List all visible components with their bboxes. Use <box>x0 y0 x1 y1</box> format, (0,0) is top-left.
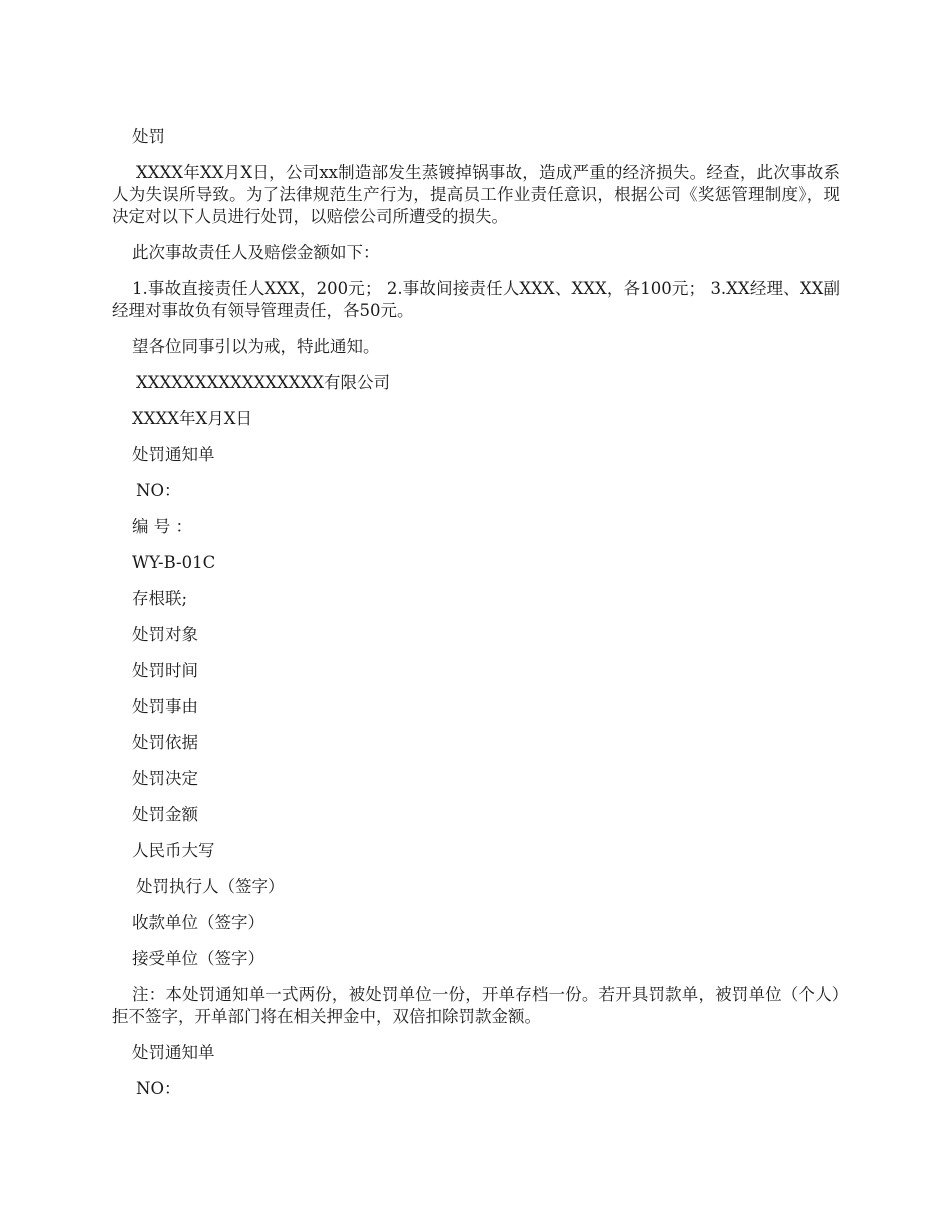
field-punishment-reason: 处罚事由 <box>132 697 198 716</box>
field-recipient-signature: 接受单位（签字） <box>132 949 264 968</box>
field-executor-signature: 处罚执行人（签字） <box>136 877 285 896</box>
field-punishment-time: 处罚时间 <box>132 661 198 680</box>
paragraph-note: 注：本处罚通知单一式两份，被处罚单位一份，开单存档一份。若开具罚款单，被罚单位（个人）拒不签字，开单部门将在相关押金中，双倍扣除罚款金额。 <box>112 985 840 1026</box>
serial-number-label: 编 号 ： <box>132 517 192 536</box>
paragraph-incident: XXXX年XX月X日，公司xx制造部发生蒸镀掉锅事故，造成严重的经济损失。经查，此次事故系人为失误所导致。为了法律规范生产行为，提高员工作业责任意识，根据公司《奖惩管理制度》，现决定对以下人员进行处罚，以赔偿公司所遭受的损失。 <box>112 163 840 226</box>
notice-title: 处罚通知单 <box>132 445 215 464</box>
paragraph-warning: 望各位同事引以为戒，特此通知。 <box>132 337 380 356</box>
stub-copy-label: 存根联; <box>132 589 188 608</box>
paragraph-responsible-intro: 此次事故责任人及赔偿金额如下： <box>132 243 380 262</box>
notice-title-second: 处罚通知单 <box>132 1043 215 1062</box>
notice-number-label: NO： <box>136 481 181 500</box>
notice-number-label-second: NO： <box>136 1079 181 1098</box>
field-payee-signature: 收款单位（签字） <box>132 913 264 932</box>
document-date: XXXX年X月X日 <box>132 409 252 428</box>
field-punished-party: 处罚对象 <box>132 625 198 644</box>
field-punishment-amount: 处罚金额 <box>132 805 198 824</box>
company-name: XXXXXXXXXXXXXXXX有限公司 <box>136 373 390 392</box>
paragraph-responsible-list: 1.事故直接责任人XXX，200元； 2.事故间接责任人XXX、XXX，各100元； 3.XX经理、XX副经理对事故负有领导管理责任，各50元。 <box>112 279 840 320</box>
field-amount-in-words: 人民币大写 <box>132 841 215 860</box>
heading-punishment: 处罚 <box>132 127 165 146</box>
document-body <box>112 126 840 1114</box>
field-punishment-basis: 处罚依据 <box>132 733 198 752</box>
form-code: WY-B-01C <box>132 553 216 572</box>
field-punishment-decision: 处罚决定 <box>132 769 198 788</box>
